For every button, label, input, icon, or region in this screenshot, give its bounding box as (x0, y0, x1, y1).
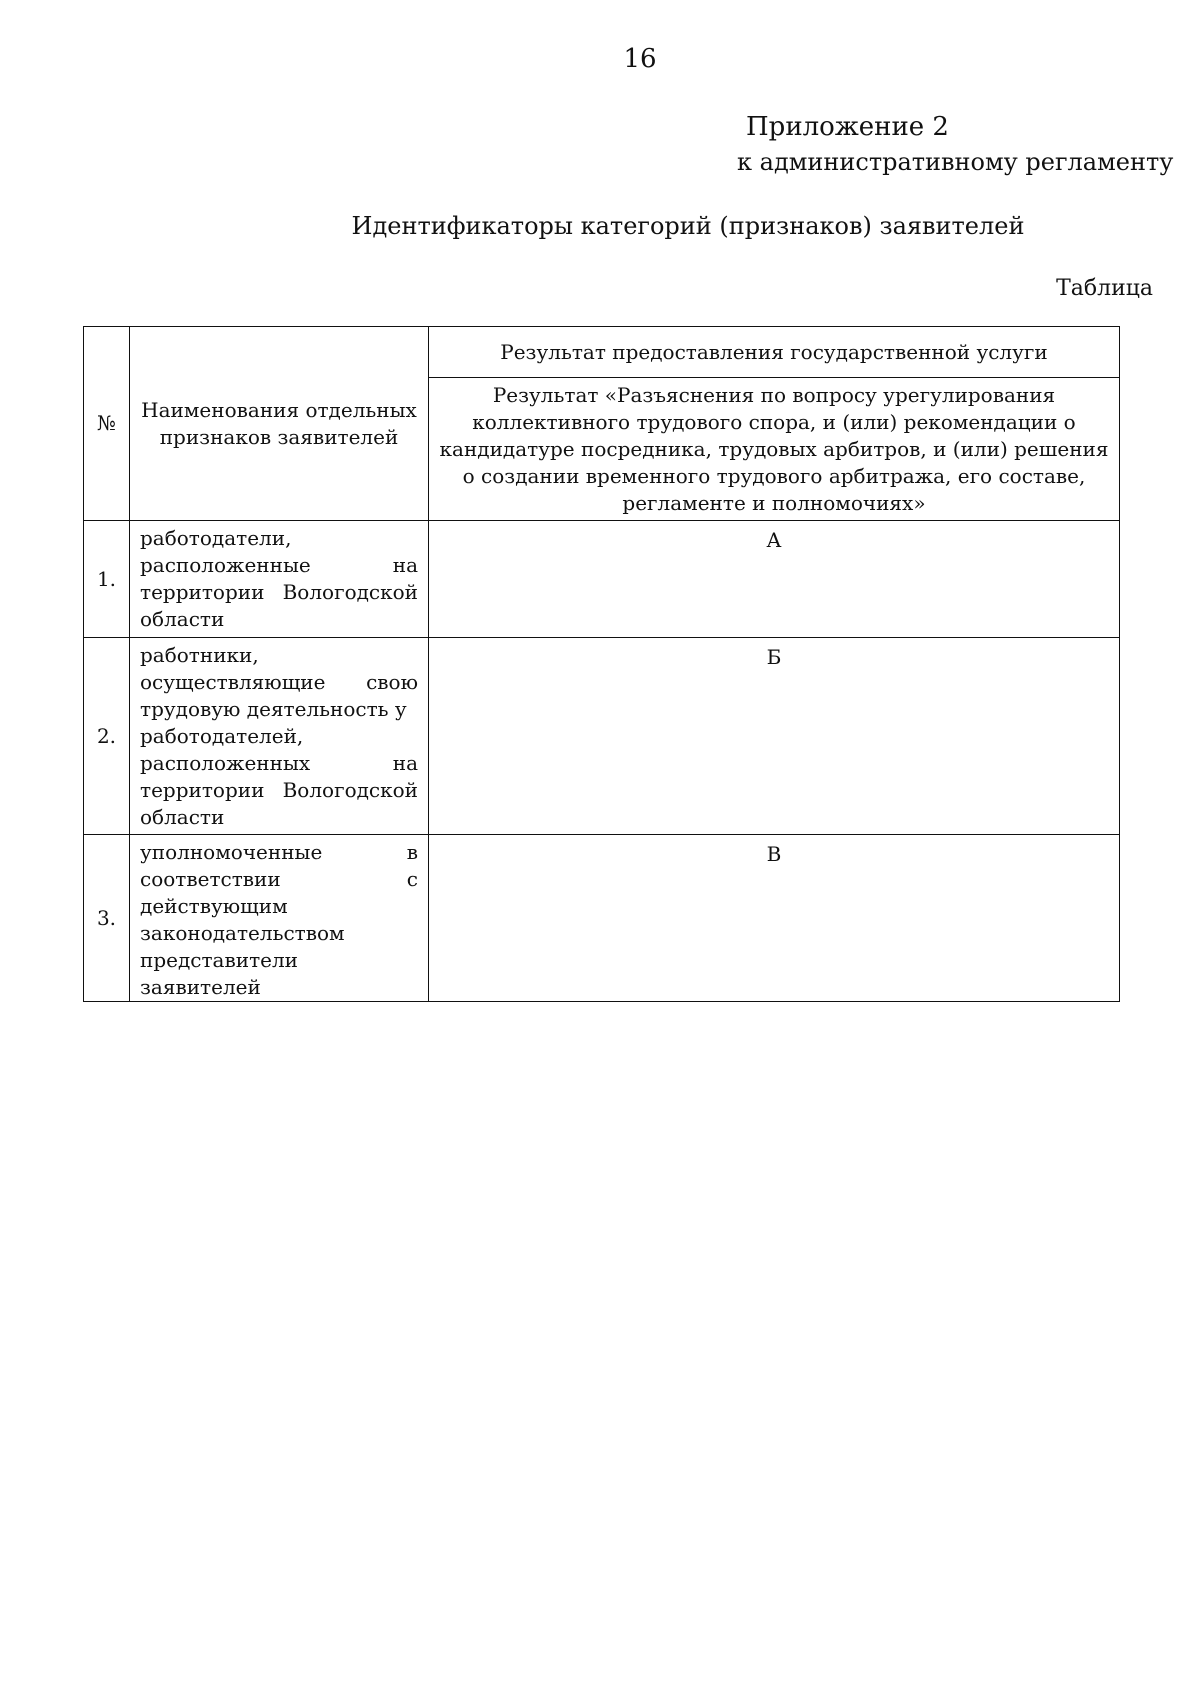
name-line: области (140, 805, 225, 829)
row-name (130, 638, 429, 835)
name-line: области (140, 607, 225, 631)
page-number: 16 (623, 44, 657, 74)
name-line: работники, (140, 643, 259, 667)
name-line: заявителей (140, 975, 261, 999)
table-row (84, 638, 1120, 835)
row-name (130, 521, 429, 638)
name-line: соответствии с (140, 867, 418, 891)
name-line: расположенных на (140, 751, 418, 775)
name-line: представители (140, 948, 298, 972)
row-value: А (429, 521, 1120, 638)
applicant-categories-table (83, 326, 1120, 1002)
header-no: № (84, 327, 130, 521)
document-title: Идентификаторы категорий (признаков) заявителей (351, 212, 1025, 240)
header-names: Наименования отдельных признаков заявителей (130, 327, 429, 521)
appendix-title: Приложение 2 (746, 112, 949, 142)
name-line: действующим (140, 894, 288, 918)
table-caption: Таблица (1056, 276, 1153, 301)
row-number: 2. (84, 638, 130, 835)
name-line: работодатели, (140, 526, 292, 550)
header-result-group: Результат предоставления государственной услуги (429, 327, 1120, 378)
table-header-row (84, 327, 1120, 378)
header-result-detail: Результат «Разъяснения по вопросу урегулирования коллективного трудового спора, и (или) рекомендации о кандидатуре посредника, трудовых арбитров, и (или) решения о создании временного трудового арбитража, его составе, регламенте и полномочиях» (429, 378, 1120, 521)
name-line: законодательством (140, 921, 345, 945)
table-row (84, 521, 1120, 638)
name-line: территории Вологодской (140, 778, 418, 802)
row-value: В (429, 835, 1120, 1002)
name-line: территории Вологодской (140, 580, 418, 604)
row-number: 3. (84, 835, 130, 1002)
row-value: Б (429, 638, 1120, 835)
table-row (84, 835, 1120, 1002)
appendix-subtitle: к административному регламенту (737, 148, 1174, 176)
row-number: 1. (84, 521, 130, 638)
row-name (130, 835, 429, 1002)
name-line: расположенные на (140, 553, 418, 577)
name-line: уполномоченные в (140, 840, 418, 864)
name-line: осуществляющие свою (140, 670, 418, 694)
name-line: работодателей, (140, 724, 304, 748)
name-line: трудовую деятельность у (140, 697, 407, 721)
